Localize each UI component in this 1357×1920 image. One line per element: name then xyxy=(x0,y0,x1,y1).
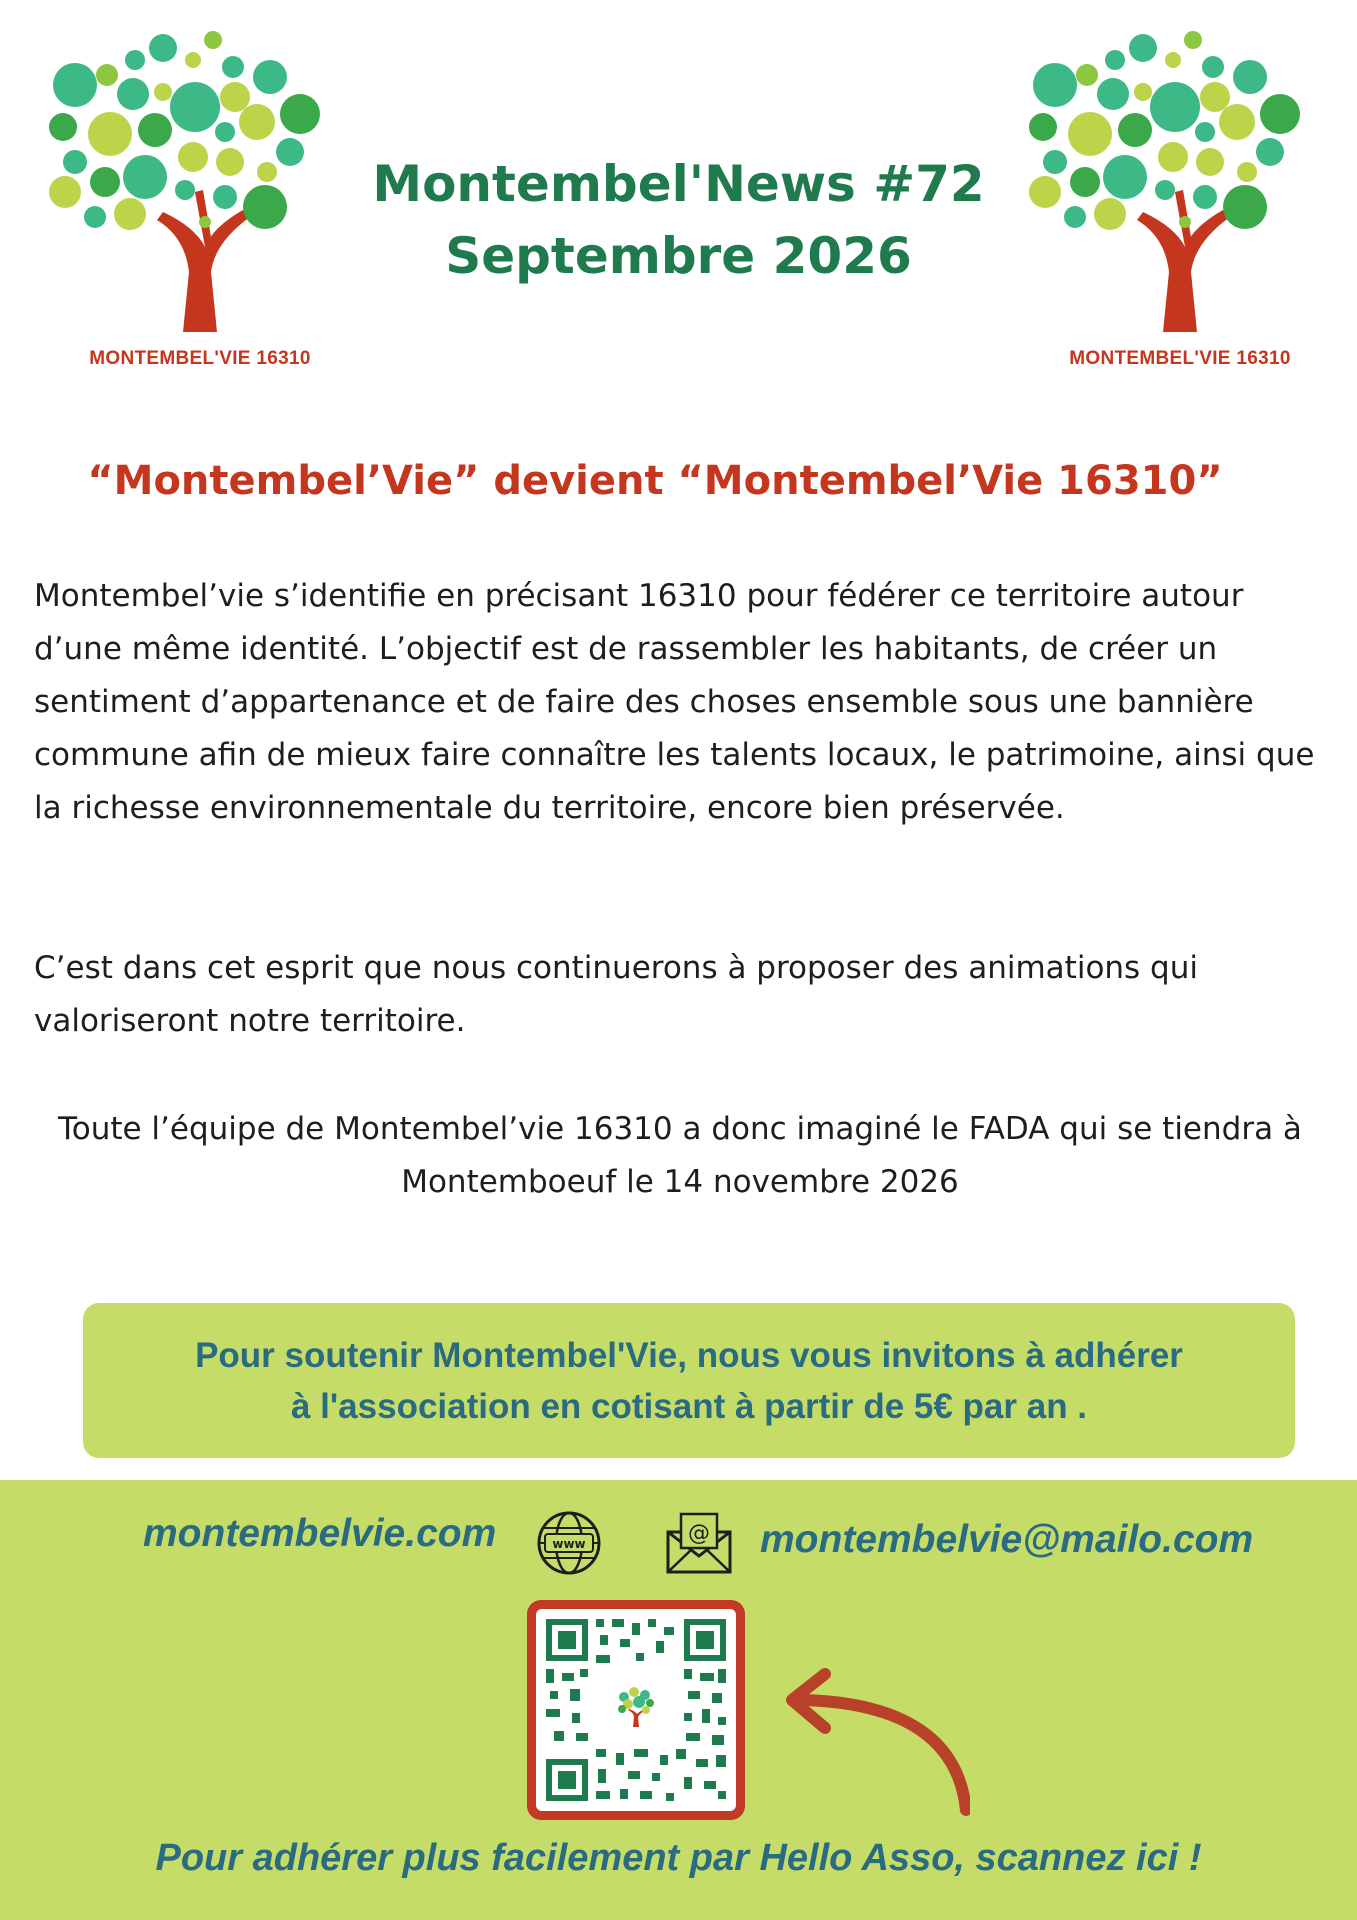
support-box xyxy=(83,1303,1295,1458)
support-line-1: Pour soutenir Montembel'Vie, nous vous invitons à adhérer xyxy=(195,1335,1183,1375)
email-link[interactable]: montembelvie@mailo.com xyxy=(760,1518,1254,1561)
logo-right xyxy=(1025,22,1335,369)
qr-code-icon xyxy=(536,1609,736,1811)
qr-code-frame[interactable] xyxy=(527,1600,745,1820)
body-paragraph-2: C’est dans cet esprit que nous continuerons à proposer des animations qui valoriseront notre territoire. xyxy=(34,950,1198,1039)
logo-left xyxy=(45,22,355,369)
logo-text: MONTEMBEL'VIE 16310 xyxy=(1069,348,1291,369)
email-icon xyxy=(665,1510,733,1576)
globe-label: www xyxy=(552,1537,586,1551)
body-paragraph-3: Toute l’équipe de Montembel’vie 16310 a donc imaginé le FADA qui se tiendra à Montemboeuf le 14 novembre 2026 xyxy=(58,1111,1302,1200)
support-text xyxy=(139,1330,1239,1432)
newsletter-title xyxy=(330,148,1027,292)
body-paragraph-1: Montembel’vie s’identifie en précisant 16310 pour fédérer ce territoire autour d’une même identité. L’objectif est de rassembler les habitants, de créer un sentiment d’appartenance et de faire des choses ensemble sous une bannière commune afin de mieux faire connaître les talents locaux, le patrimoine, ainsi que la richesse environnementale du territoire, encore bien préservée. xyxy=(34,578,1315,826)
tree-logo-icon xyxy=(45,22,355,342)
tree-logo-icon xyxy=(1025,22,1335,342)
globe-icon xyxy=(536,1510,602,1576)
support-line-2: à l'association en cotisant à partir de 5€ par an . xyxy=(290,1386,1088,1426)
website-link[interactable]: montembelvie.com xyxy=(143,1512,497,1555)
title-line-2: Septembre 2026 xyxy=(445,227,912,285)
curved-arrow-icon xyxy=(780,1660,970,1820)
hello-asso-cta: Pour adhérer plus facilement par Hello Asso, scannez ici ! xyxy=(155,1837,1202,1879)
svg-text:@: @ xyxy=(688,1521,710,1546)
title-line-1: Montembel'News #72 xyxy=(372,155,985,213)
qr-code[interactable] xyxy=(536,1609,736,1811)
headline: “Montembel’Vie” devient “Montembel’Vie 16310” xyxy=(87,458,1223,504)
logo-text: MONTEMBEL'VIE 16310 xyxy=(89,348,311,369)
